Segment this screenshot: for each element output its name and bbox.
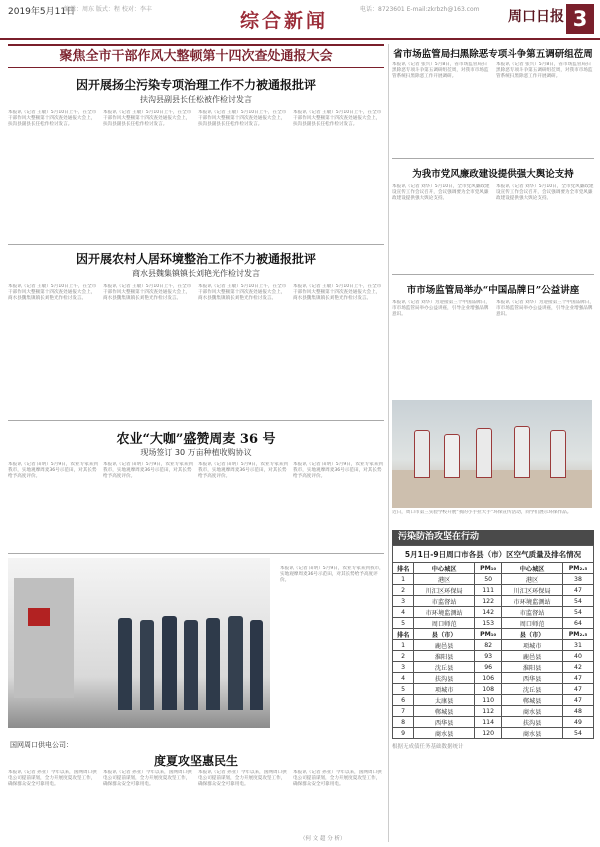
person-figure [228, 616, 243, 710]
col-area: 中心城区 [414, 563, 475, 574]
table-cell: 西华县 [502, 673, 563, 684]
table-cell: 市环境监测站 [502, 596, 563, 607]
table-cell: 54 [562, 596, 593, 607]
table-cell: 6 [393, 695, 414, 706]
person-figure [162, 616, 177, 710]
table-cell: 93 [475, 651, 502, 662]
table-cell: 5 [393, 618, 414, 629]
article4-title: 度夏攻坚惠民生 [153, 754, 238, 768]
divider [8, 420, 384, 421]
table-cell: 3 [393, 662, 414, 673]
table-cell: 市监督站 [502, 607, 563, 618]
article3-body-col3: 本报讯（记者 田明）5月9日，农业专家来到我市，实地观摩周麦36号示范田，对其长势给予高度评价。 [198, 462, 288, 479]
col-area: 中心城区 [502, 563, 563, 574]
table-row [393, 585, 594, 596]
table-cell: 郸城县 [414, 706, 475, 717]
table-cell: 港区 [502, 574, 563, 585]
table-cell: 96 [475, 662, 502, 673]
col-pm10: PM₁₀ [475, 629, 502, 640]
table-cell: 川汇区环保局 [414, 585, 475, 596]
table-row [393, 640, 594, 651]
table-cell: 4 [393, 607, 414, 618]
table-cell: 沈丘县 [502, 684, 563, 695]
photo-caption: 近日，周口市第三实验学校开展“我的小手拉大手”环保宣传活动，同学们展示环保作品。 [392, 510, 572, 515]
divider [392, 274, 594, 275]
table-cell: 40 [562, 651, 593, 662]
table-row [393, 607, 594, 618]
table-cell: 54 [562, 728, 593, 739]
col-area: 县（市） [502, 629, 563, 640]
article2-body-col2: 本报讯（记者 王敏）5月10日上午，在全市干部作风大整顿第十四次查处通报大会上，商水县魏集镇镇长刘艳光作检讨发言。 [103, 284, 192, 301]
table-cell: 47 [562, 673, 593, 684]
pollution-panel [392, 530, 594, 840]
table-cell: 49 [562, 717, 593, 728]
table-cell: 港区 [414, 574, 475, 585]
article4-label: 国网周口供电公司： [10, 741, 73, 749]
topic-banner: 聚焦全市干部作风大整顿第十四次查处通报大会 [8, 44, 384, 68]
newspaper-name: 周口日报 [508, 9, 564, 25]
table-row [393, 706, 594, 717]
table-footer: 根据无成债任务基础数据统计 [392, 744, 464, 750]
pollution-subheader: 5月1日-9日周口市各县（市）区空气质量及排名情况 [392, 545, 594, 562]
table-header-row [393, 563, 594, 574]
article3-body-col2: 本报讯（记者 田明）5月9日，农业专家来到我市，实地观摩周麦36号示范田，对其长势给予高度评价。 [103, 462, 193, 479]
student-figure [476, 428, 492, 478]
person-figure [250, 620, 263, 710]
table-cell: 42 [562, 662, 593, 673]
student-figure [414, 430, 430, 478]
article2-body: 本报讯（记者 王敏）5月10日上午，在全市干部作风大整顿第十四次查处通报大会上，商水县魏集镇镇长刘艳光作检讨发言。 [8, 284, 97, 301]
table-cell: 扶沟县 [502, 717, 563, 728]
article3-body-col4: 本报讯（记者 田明）5月9日，农业专家来到我市，实地观摩周麦36号示范田，对其长势给予高度评价。 [293, 462, 383, 479]
table-cell: 商水县 [502, 728, 563, 739]
table-cell: 47 [562, 695, 593, 706]
table-cell: 淮阳县 [414, 651, 475, 662]
table-cell: 2 [393, 585, 414, 596]
table-row [393, 695, 594, 706]
table-cell: 47 [562, 684, 593, 695]
table-cell: 7 [393, 706, 414, 717]
table-cell: 市监督站 [414, 596, 475, 607]
person-figure [184, 620, 198, 710]
article1-body: 本报讯（记者 王敏）5月10日上午，在全市干部作风大整顿第十四次查处通报大会上，扶沟县副县长任松作检讨发言。 [8, 110, 97, 127]
article2-title: 因开展农村人居环境整治工作不力被通报批评 [75, 252, 316, 266]
table-row [393, 728, 594, 739]
photo-panel [14, 578, 74, 698]
right-article2-body: 本报讯（记者 刘华）5月10日，全市党风廉政建设宣传工作会议召开，会议强调要为全市党风廉政建设提供强大舆论支持。 [392, 184, 490, 201]
article1-body-col3: 本报讯（记者 王敏）5月10日上午，在全市干部作风大整顿第十四次查处通报大会上，扶沟县副县长任松作检讨发言。 [198, 110, 287, 127]
table-cell: 111 [475, 585, 502, 596]
table-cell: 市环境监测站 [414, 607, 475, 618]
table-cell: 鹿邑县 [502, 651, 563, 662]
table-cell: 太康县 [414, 695, 475, 706]
table-cell: 106 [475, 673, 502, 684]
article4-body-col3: 本报讯（记者 孙亚）今年以来，国网周口供电公司提前谋划，全力开展度夏攻坚工作，确保群众安全可靠用电。 [198, 770, 287, 787]
table-cell: 82 [475, 640, 502, 651]
person-figure [206, 618, 220, 710]
table-cell: 1 [393, 640, 414, 651]
table-cell: 1 [393, 574, 414, 585]
table-cell: 8 [393, 717, 414, 728]
table-cell: 122 [475, 596, 502, 607]
table-cell: 商水县 [414, 728, 475, 739]
table-cell: 鹿邑县 [414, 640, 475, 651]
editor-note: （何 文 超 分 析） [300, 836, 346, 842]
table-cell: 50 [475, 574, 502, 585]
table-cell: 商水县 [502, 706, 563, 717]
table-cell: 周口师范 [502, 618, 563, 629]
table-cell: 淮阳县 [502, 662, 563, 673]
right-article2-body-col2: 本报讯（记者 刘华）5月10日，全市党风廉政建设宣传工作会议召开，会议强调要为全市党风廉政建设提供强大舆论支持。 [496, 184, 594, 201]
right-article2-title: 为我市党风廉政建设提供强大舆论支持 [412, 169, 574, 180]
student-figure [550, 430, 566, 478]
col-pm25: PM₂.₅ [562, 563, 593, 574]
table-header-row [393, 629, 594, 640]
table-cell: 9 [393, 728, 414, 739]
article4-body: 本报讯（记者 孙亚）今年以来，国网周口供电公司提前谋划，全力开展度夏攻坚工作，确保群众安全可靠用电。 [8, 770, 97, 787]
article2-subtitle: 商水县魏集镇镇长刘艳光作检讨发言 [132, 269, 260, 278]
table-cell: 110 [475, 695, 502, 706]
table-row [393, 684, 594, 695]
article4-body-col4: 本报讯（记者 孙亚）今年以来，国网周口供电公司提前谋划，全力开展度夏攻坚工作，确保群众安全可靠用电。 [293, 770, 382, 787]
table-cell: 项城市 [502, 640, 563, 651]
issue-date: 2019年5月11日 [8, 7, 76, 17]
table-cell: 114 [475, 717, 502, 728]
section-title: 综合新闻 [240, 10, 329, 32]
table-cell: 项城市 [414, 684, 475, 695]
table-cell: 扶沟县 [414, 673, 475, 684]
article2-body-col3: 本报讯（记者 王敏）5月10日上午，在全市干部作风大整顿第十四次查处通报大会上，商水县魏集镇镇长刘艳光作检讨发言。 [198, 284, 287, 301]
table-cell: 48 [562, 706, 593, 717]
table-cell: 31 [562, 640, 593, 651]
column-divider [388, 44, 389, 842]
pollution-header: 污染防治攻坚在行动 [392, 530, 594, 545]
page-number: 3 [566, 4, 594, 34]
table-row [393, 717, 594, 728]
table-cell: 64 [562, 618, 593, 629]
right-article1-body: 本报讯（记者 张兴）5月8日，省市场监管局扫黑除恶专项斗争第五调研组莅周，对我市市场监管系统扫黑除恶工作开展调研。 [392, 62, 489, 79]
photo-side-text: 本报讯（记者 田明）5月9日，农业专家来到我市，实地观摩周麦36号示范田，对其长势给予高度评价。 [280, 566, 384, 583]
table-cell: 47 [562, 585, 593, 596]
table-cell: 3 [393, 596, 414, 607]
table-cell: 142 [475, 607, 502, 618]
article3-subtitle: 现场签订 30 万亩种植收购协议 [140, 448, 252, 457]
table-cell: 5 [393, 684, 414, 695]
article2-body-col4: 本报讯（记者 王敏）5月10日上午，在全市干部作风大整顿第十四次查处通报大会上，商水县魏集镇镇长刘艳光作检讨发言。 [293, 284, 382, 301]
article4-body-col2: 本报讯（记者 孙亚）今年以来，国网周口供电公司提前谋划，全力开展度夏攻坚工作，确保群众安全可靠用电。 [103, 770, 192, 787]
article1-subtitle: 扶沟县副县长任松被作检讨发言 [140, 95, 252, 104]
officials-photo [8, 558, 270, 728]
divider [8, 553, 384, 554]
table-cell: 38 [562, 574, 593, 585]
table-cell: 2 [393, 651, 414, 662]
article1-title: 因开展扬尘污染专项治理工作不力被通报批评 [75, 78, 316, 92]
right-article3-body-col2: 本报讯（记者 刘华）为迎接第三个中国品牌日，市市场监管局举办公益讲座，引导企业增强品牌意识。 [496, 300, 594, 317]
table-row [393, 662, 594, 673]
table-row [393, 574, 594, 585]
col-area: 县（市） [414, 629, 475, 640]
divider [392, 158, 594, 159]
table-cell: 120 [475, 728, 502, 739]
table-cell: 4 [393, 673, 414, 684]
article1-body-col2: 本报讯（记者 王敏）5月10日上午，在全市干部作风大整顿第十四次查处通报大会上，扶沟县副县长任松作检讨发言。 [103, 110, 192, 127]
editor-meta: 编辑：周东 版式：程 校对：李丰 [64, 6, 152, 13]
table-cell: 112 [475, 706, 502, 717]
col-pm10: PM₁₀ [475, 563, 502, 574]
table-cell: 周口师范 [414, 618, 475, 629]
col-rank: 排名 [393, 629, 414, 640]
table-cell: 西华县 [414, 717, 475, 728]
table-cell: 108 [475, 684, 502, 695]
person-figure [118, 618, 132, 710]
article3-title: 农业“大咖”盛赞周麦 36 号 [116, 432, 276, 447]
col-pm25: PM₂.₅ [562, 629, 593, 640]
students-photo [392, 400, 592, 508]
table-cell: 郸城县 [502, 695, 563, 706]
table-cell: 川汇区环保局 [502, 585, 563, 596]
divider [8, 244, 384, 245]
contact-info: 电话：8723601 E-mail:zkrbzh@163.com [360, 6, 480, 13]
student-figure [514, 426, 530, 478]
table-cell: 沈丘县 [414, 662, 475, 673]
table-row [393, 651, 594, 662]
table-row [393, 673, 594, 684]
student-figure [444, 434, 460, 478]
table-cell: 54 [562, 607, 593, 618]
person-figure [140, 620, 154, 710]
party-emblem [28, 608, 50, 626]
right-article1-title: 省市场监管局扫黑除恶专项斗争第五调研组莅周 [393, 49, 593, 60]
col-rank: 排名 [393, 563, 414, 574]
right-article1-body-col2: 本报讯（记者 张兴）5月8日，省市场监管局扫黑除恶专项斗争第五调研组莅周，对我市市场监管系统扫黑除恶工作开展调研。 [496, 62, 593, 79]
article1-body-col4: 本报讯（记者 王敏）5月10日上午，在全市干部作风大整顿第十四次查处通报大会上，扶沟县副县长任松作检讨发言。 [293, 110, 382, 127]
right-article3-title: 市市场监管局举办“中国品牌日”公益讲座 [406, 285, 580, 296]
table-row [393, 596, 594, 607]
article3-body: 本报讯（记者 田明）5月9日，农业专家来到我市，实地观摩周麦36号示范田，对其长势给予高度评价。 [8, 462, 98, 479]
table-cell: 153 [475, 618, 502, 629]
table-row [393, 618, 594, 629]
right-article3-body: 本报讯（记者 刘华）为迎接第三个中国品牌日，市市场监管局举办公益讲座，引导企业增强品牌意识。 [392, 300, 490, 317]
air-quality-table [392, 562, 594, 739]
